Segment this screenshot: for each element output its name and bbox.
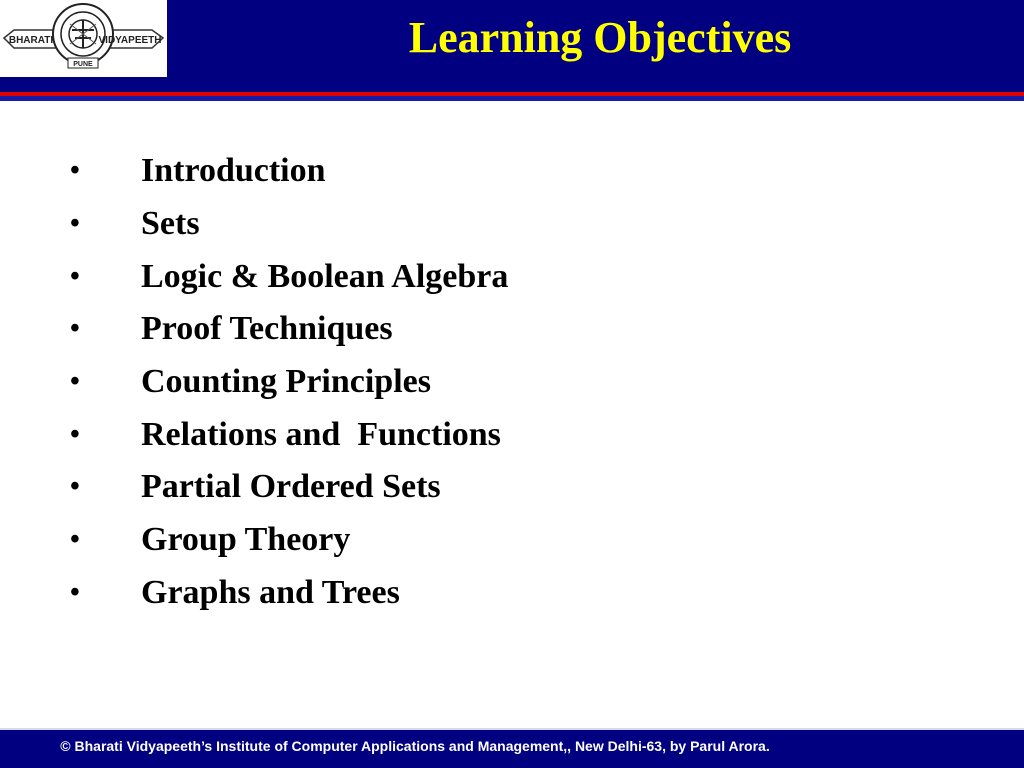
list-item-text: Logic & Boolean Algebra: [141, 257, 509, 295]
bullet-icon: •: [70, 471, 80, 503]
header-divider-blue: [0, 96, 1024, 101]
list-item-text: Sets: [141, 205, 200, 243]
list-item-text: Introduction: [141, 152, 326, 190]
bullet-icon: •: [70, 576, 80, 608]
logo-left-text: BHARATI: [8, 35, 54, 46]
list-item-text: Group Theory: [141, 521, 351, 559]
list-item-text: Counting Principles: [141, 363, 431, 401]
list-item: [70, 514, 508, 567]
bullet-icon: •: [70, 260, 80, 292]
logo-right-text: VIDYAPEETH: [98, 35, 162, 46]
bullet-icon: •: [70, 524, 80, 556]
logo-bottom-text: PUNE: [73, 61, 93, 68]
list-item: [70, 198, 508, 251]
list-item: [70, 567, 508, 620]
list-item: [70, 356, 508, 409]
list-item-text: Relations and Functions: [141, 415, 501, 453]
list-item: [70, 461, 508, 514]
list-item-text: Proof Techniques: [141, 310, 393, 348]
list-item-text: Graphs and Trees: [141, 573, 400, 611]
slide-title: Learning Objectives: [408, 13, 792, 62]
bullet-icon: •: [70, 313, 80, 345]
logo-emblem-icon: [0, 0, 167, 77]
bullet-icon: •: [70, 155, 80, 187]
list-item: [70, 145, 508, 198]
bullet-icon: •: [70, 418, 80, 450]
institution-logo: [0, 0, 167, 77]
list-item: [70, 250, 508, 303]
bullet-icon: •: [70, 208, 80, 240]
footer-divider: [0, 728, 1024, 730]
list-item-text: Partial Ordered Sets: [141, 468, 441, 506]
objectives-list: [70, 145, 508, 619]
bullet-icon: •: [70, 366, 80, 398]
list-item: [70, 408, 508, 461]
list-item: [70, 303, 508, 356]
footer-copyright: © Bharati Vidyapeeth’s Institute of Computer Applications and Management,, New Delhi-63, by Parul Arora.: [60, 738, 770, 754]
